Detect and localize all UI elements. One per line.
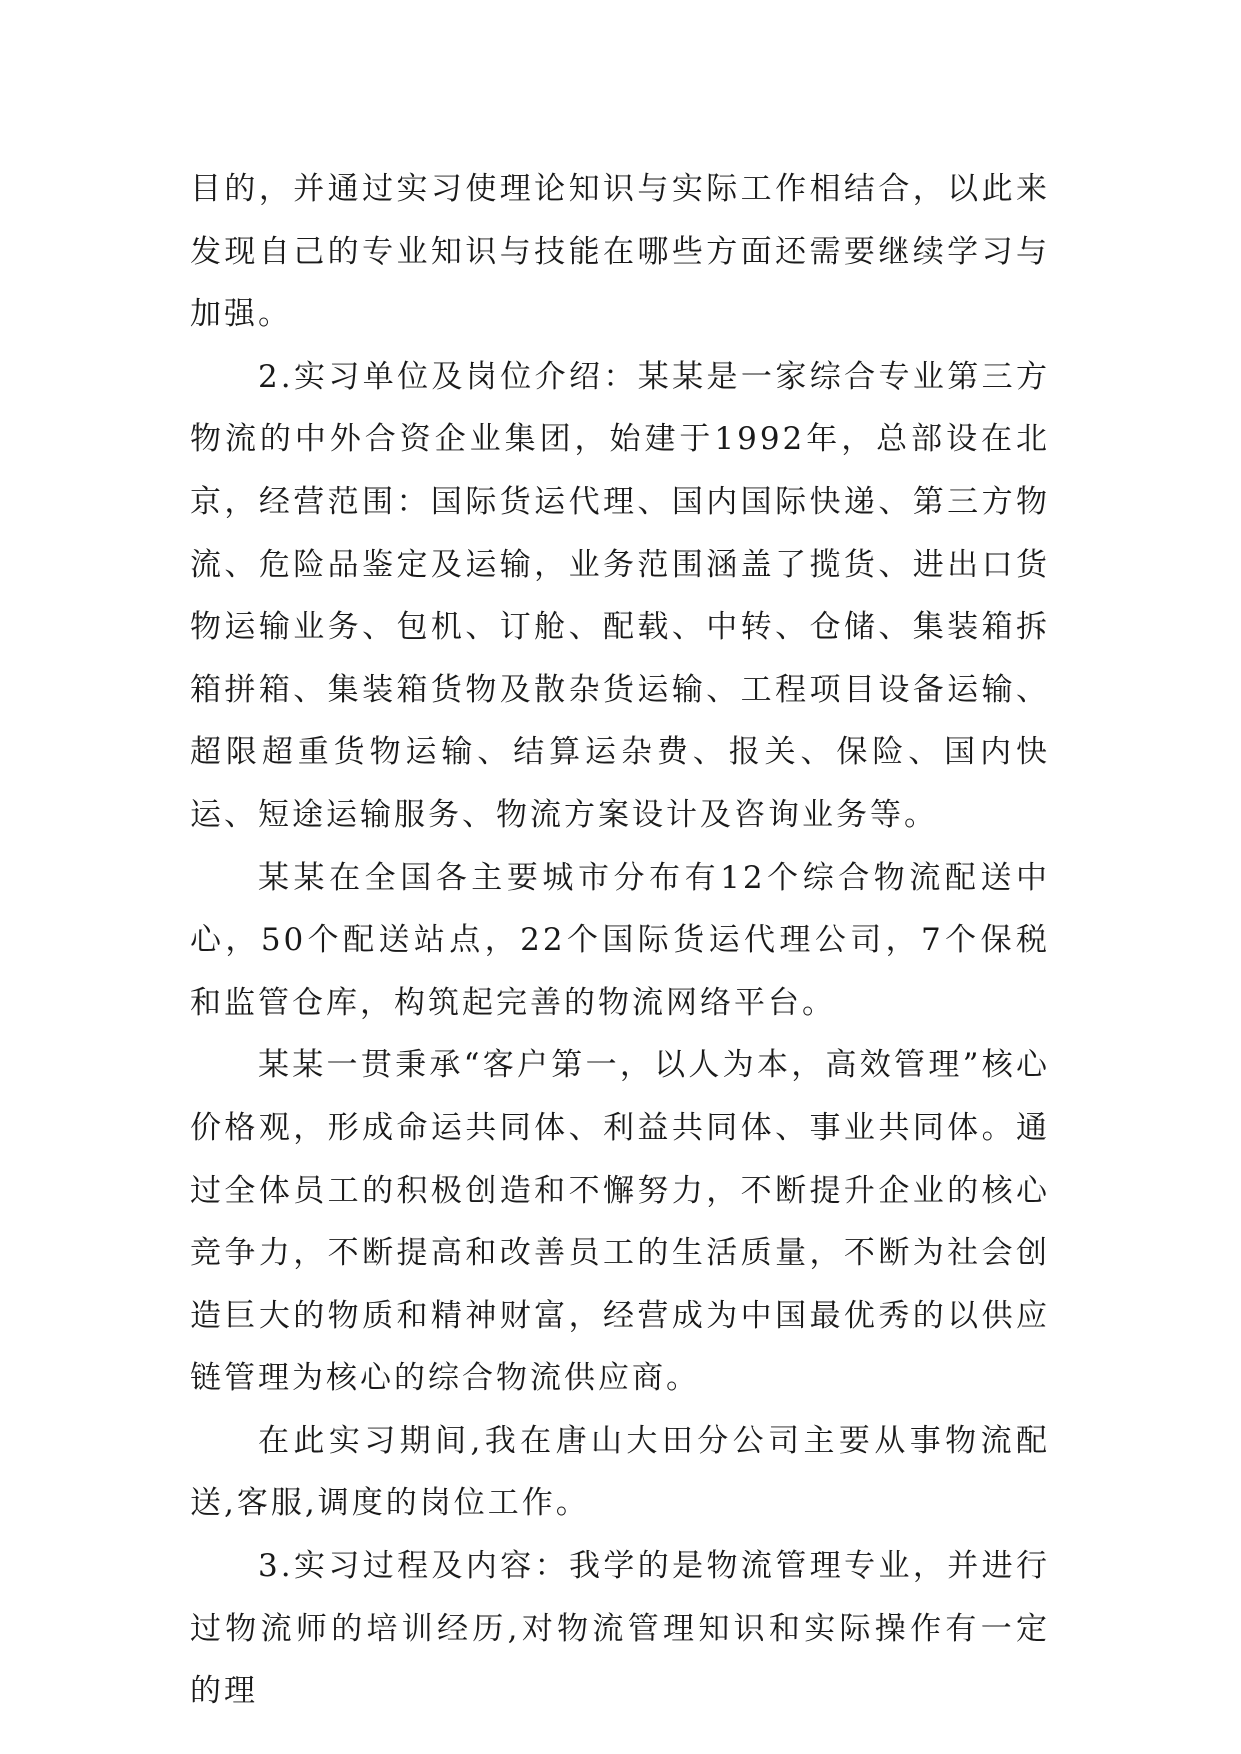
- paragraph-internship-process: 3.实习过程及内容：我学的是物流管理专业，并进行过物流师的培训经历,对物流管理知识和实际操作有一定的理: [190, 1548, 1050, 1710]
- paragraph-network: 某某在全国各主要城市分布有12个综合物流配送中心，50个配送站点，22个国际货运代理公司，7个保税和监管仓库，构筑起完善的物流网络平台。: [190, 859, 1050, 1021]
- document-body: [190, 158, 1050, 1723]
- paragraph-internship-role: 在此实习期间,我在唐山大田分公司主要从事物流配送,客服,调度的岗位工作。: [190, 1422, 1050, 1522]
- paragraph-continuation: 目的，并通过实习使理论知识与实际工作相结合，以此来发现自己的专业知识与技能在哪些方面还需要继续学习与加强。: [190, 171, 1050, 333]
- paragraph-company-intro: 2.实习单位及岗位介绍：某某是一家综合专业第三方物流的中外合资企业集团，始建于1992年，总部设在北京，经营范围：国际货运代理、国内国际快递、第三方物流、危险品鉴定及运输，业务范围涵盖了揽货、进出口货物运输业务、包机、订舱、配载、中转、仓储、集装箱拆箱拼箱、集装箱货物及散杂货运输、工程项目设备运输、超限超重货物运输、结算运杂费、报关、保险、国内快运、短途运输服务、物流方案设计及咨询业务等。: [190, 358, 1050, 833]
- paragraph-values: 某某一贯秉承“客户第一，以人为本，高效管理”核心价格观，形成命运共同体、利益共同体、事业共同体。通过全体员工的积极创造和不懈努力，不断提升企业的核心竞争力，不断提高和改善员工的生活质量，不断为社会创造巨大的物质和精神财富，经营成为中国最优秀的以供应链管理为核心的综合物流供应商。: [190, 1047, 1050, 1397]
